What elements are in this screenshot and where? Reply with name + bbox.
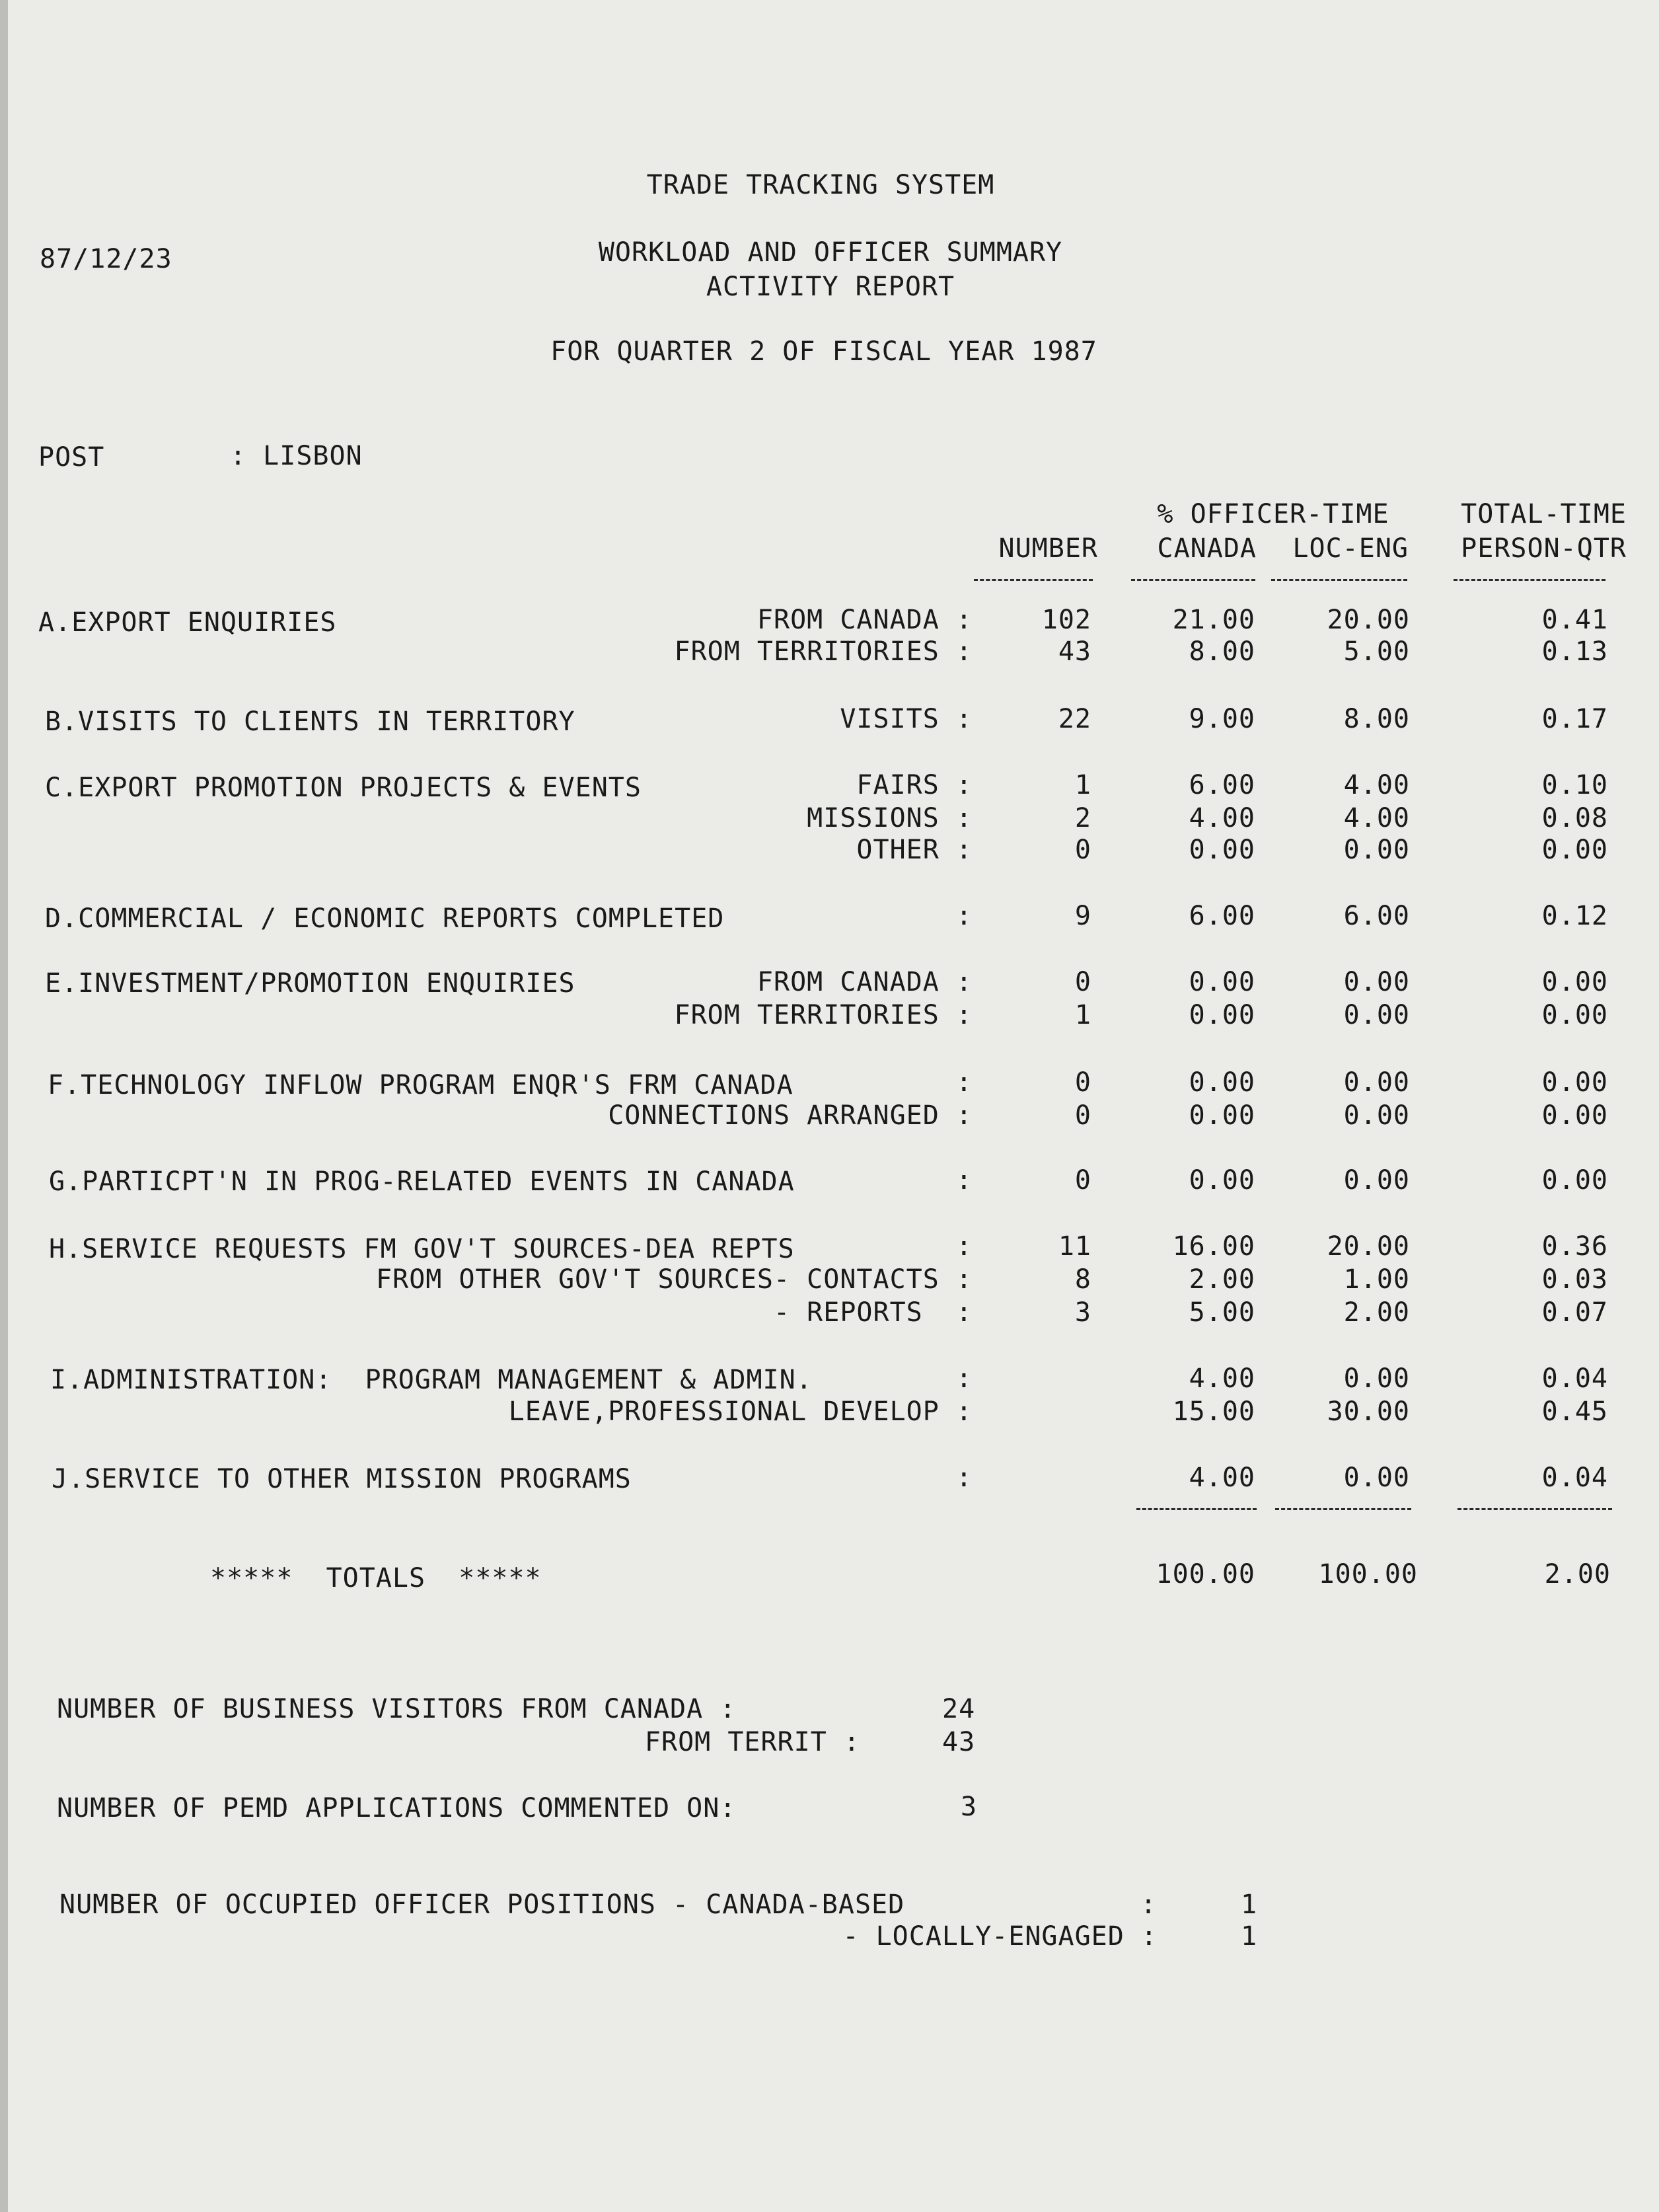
row-number: 3 — [1074, 1297, 1091, 1328]
row-person-qtr: 0.12 — [1541, 901, 1608, 931]
row-sub-label: - REPORTS : — [774, 1297, 973, 1328]
system-title: TRADE TRACKING SYSTEM — [646, 170, 995, 200]
row-section-label: F.TECHNOLOGY INFLOW PROGRAM ENQR'S FRM CANADA — [48, 1070, 793, 1100]
row-section-label: G.PARTICPT'N IN PROG-RELATED EVENTS IN CANADA — [49, 1166, 795, 1197]
positions-canada-value: 1 — [1241, 1889, 1258, 1920]
row-canada-pct: 2.00 — [1189, 1264, 1255, 1295]
row-sub-label: FROM CANADA : — [756, 605, 973, 635]
row-number: 0 — [1074, 1067, 1091, 1098]
rule-total-canada — [1136, 1508, 1257, 1510]
row-sub-label: OTHER : — [856, 835, 973, 865]
row-sub-label: CONNECTIONS ARRANGED : — [608, 1100, 973, 1131]
row-loc-eng-pct: 0.00 — [1343, 1363, 1410, 1394]
rule-total-loc-eng — [1275, 1508, 1411, 1510]
header-person-qtr: PERSON-QTR — [1461, 533, 1627, 564]
row-person-qtr: 0.13 — [1541, 636, 1608, 667]
row-section-label: D.COMMERCIAL / ECONOMIC REPORTS COMPLETED — [45, 903, 725, 934]
row-number: 8 — [1074, 1264, 1091, 1295]
row-canada-pct: 16.00 — [1172, 1231, 1255, 1262]
report-date: 87/12/23 — [40, 244, 172, 274]
row-person-qtr: 0.08 — [1541, 803, 1608, 833]
row-section-label: E.INVESTMENT/PROMOTION ENQUIRIES — [45, 968, 575, 999]
row-section-label: I.ADMINISTRATION: PROGRAM MANAGEMENT & ADMIN. — [50, 1365, 813, 1395]
row-sub-label: VISITS : — [840, 704, 973, 734]
report-sheet — [8, 0, 1659, 2212]
row-sub-label: : — [955, 901, 973, 931]
row-loc-eng-pct: 2.00 — [1343, 1297, 1410, 1328]
row-canada-pct: 8.00 — [1189, 636, 1255, 667]
row-person-qtr: 0.00 — [1541, 967, 1608, 997]
row-sub-label: FROM CANADA : — [756, 967, 973, 997]
totals-person-qtr: 2.00 — [1544, 1559, 1611, 1589]
row-canada-pct: 15.00 — [1172, 1396, 1255, 1427]
post-value: : LISBON — [230, 441, 363, 471]
row-canada-pct: 0.00 — [1189, 1100, 1255, 1131]
totals-loc-eng: 100.00 — [1318, 1559, 1418, 1589]
row-number: 0 — [1074, 1100, 1091, 1131]
row-sub-label: : — [955, 1231, 973, 1262]
rule-total-person-qtr — [1457, 1508, 1612, 1510]
row-canada-pct: 6.00 — [1189, 901, 1255, 931]
row-loc-eng-pct: 0.00 — [1343, 1165, 1410, 1196]
row-loc-eng-pct: 20.00 — [1327, 605, 1410, 635]
row-loc-eng-pct: 6.00 — [1343, 901, 1410, 931]
row-sub-label: FROM TERRITORIES : — [674, 636, 973, 667]
row-person-qtr: 0.00 — [1541, 1100, 1608, 1131]
row-person-qtr: 0.10 — [1541, 770, 1608, 800]
row-section-label: H.SERVICE REQUESTS FM GOV'T SOURCES-DEA REPTS — [49, 1234, 795, 1264]
row-sub-label: LEAVE,PROFESSIONAL DEVELOP : — [508, 1396, 973, 1427]
row-sub-label: MISSIONS : — [807, 803, 973, 833]
row-number: 11 — [1058, 1231, 1091, 1262]
row-sub-label: : — [955, 1363, 973, 1394]
row-loc-eng-pct: 20.00 — [1327, 1231, 1410, 1262]
row-number: 43 — [1058, 636, 1091, 667]
row-person-qtr: 0.04 — [1541, 1463, 1608, 1493]
totals-canada: 100.00 — [1156, 1559, 1255, 1589]
row-canada-pct: 21.00 — [1172, 605, 1255, 635]
row-loc-eng-pct: 5.00 — [1343, 636, 1410, 667]
report-period: FOR QUARTER 2 OF FISCAL YEAR 1987 — [550, 336, 1097, 367]
row-number: 9 — [1074, 901, 1091, 931]
row-loc-eng-pct: 0.00 — [1343, 1067, 1410, 1098]
row-loc-eng-pct: 0.00 — [1343, 835, 1410, 865]
pemd-label: NUMBER OF PEMD APPLICATIONS COMMENTED ON: — [57, 1793, 737, 1823]
positions-le-value: 1 — [1241, 1921, 1258, 1952]
row-canada-pct: 0.00 — [1189, 1067, 1255, 1098]
row-loc-eng-pct: 8.00 — [1343, 704, 1410, 734]
row-sub-label: FAIRS : — [856, 770, 973, 800]
row-canada-pct: 4.00 — [1189, 1363, 1255, 1394]
row-loc-eng-pct: 0.00 — [1343, 1463, 1410, 1493]
row-loc-eng-pct: 4.00 — [1343, 803, 1410, 833]
row-loc-eng-pct: 0.00 — [1343, 1000, 1410, 1030]
row-number: 1 — [1074, 770, 1091, 800]
row-number: 0 — [1074, 1165, 1091, 1196]
pemd-value: 3 — [961, 1792, 978, 1822]
post-label: POST — [38, 442, 105, 473]
row-canada-pct: 0.00 — [1189, 1165, 1255, 1196]
header-pct-officer-time: % OFFICER-TIME — [1157, 499, 1389, 529]
page-edge-shadow — [0, 0, 8, 2212]
positions-le-label: - LOCALLY-ENGAGED : — [842, 1921, 1158, 1952]
row-sub-label: : — [955, 1463, 973, 1493]
business-visitors-territ: 43 — [942, 1727, 976, 1757]
row-person-qtr: 0.00 — [1541, 835, 1608, 865]
row-loc-eng-pct: 1.00 — [1343, 1264, 1410, 1295]
row-number: 1 — [1074, 1000, 1091, 1030]
row-canada-pct: 0.00 — [1189, 835, 1255, 865]
row-person-qtr: 0.45 — [1541, 1396, 1608, 1427]
report-title-line-2: ACTIVITY REPORT — [706, 272, 955, 302]
row-canada-pct: 4.00 — [1189, 1463, 1255, 1493]
row-canada-pct: 4.00 — [1189, 803, 1255, 833]
row-section-label: C.EXPORT PROMOTION PROJECTS & EVENTS — [45, 773, 642, 803]
row-canada-pct: 6.00 — [1189, 770, 1255, 800]
totals-label: ***** TOTALS ***** — [210, 1563, 542, 1593]
row-section-label: B.VISITS TO CLIENTS IN TERRITORY — [45, 706, 575, 737]
business-visitors-canada: 24 — [942, 1694, 976, 1724]
row-loc-eng-pct: 0.00 — [1343, 967, 1410, 997]
row-person-qtr: 0.00 — [1541, 1165, 1608, 1196]
header-canada: CANADA — [1157, 533, 1257, 564]
row-loc-eng-pct: 0.00 — [1343, 1100, 1410, 1131]
header-total-time: TOTAL-TIME — [1461, 499, 1627, 529]
row-loc-eng-pct: 4.00 — [1343, 770, 1410, 800]
row-person-qtr: 0.03 — [1541, 1264, 1608, 1295]
row-person-qtr: 0.07 — [1541, 1297, 1608, 1328]
row-section-label: J.SERVICE TO OTHER MISSION PROGRAMS — [52, 1464, 632, 1494]
header-loc-eng: LOC-ENG — [1292, 533, 1409, 564]
row-canada-pct: 5.00 — [1189, 1297, 1255, 1328]
row-person-qtr: 0.36 — [1541, 1231, 1608, 1262]
rule-loc-eng — [1271, 579, 1407, 581]
row-sub-label: FROM TERRITORIES : — [674, 1000, 973, 1030]
row-person-qtr: 0.41 — [1541, 605, 1608, 635]
row-loc-eng-pct: 30.00 — [1327, 1396, 1410, 1427]
row-number: 22 — [1058, 704, 1091, 734]
business-visitors-label: NUMBER OF BUSINESS VISITORS FROM CANADA : — [57, 1694, 737, 1724]
header-number: NUMBER — [998, 533, 1098, 564]
row-canada-pct: 0.00 — [1189, 1000, 1255, 1030]
positions-label: NUMBER OF OCCUPIED OFFICER POSITIONS - CANADA-BASED — [59, 1889, 905, 1920]
row-sub-label: FROM OTHER GOV'T SOURCES- CONTACTS : — [376, 1264, 973, 1295]
row-person-qtr: 0.17 — [1541, 704, 1608, 734]
row-person-qtr: 0.00 — [1541, 1000, 1608, 1030]
row-person-qtr: 0.04 — [1541, 1363, 1608, 1394]
row-canada-pct: 9.00 — [1189, 704, 1255, 734]
row-sub-label: : — [955, 1067, 973, 1098]
row-number: 0 — [1074, 967, 1091, 997]
rule-canada — [1131, 579, 1255, 581]
row-number: 0 — [1074, 835, 1091, 865]
row-number: 102 — [1041, 605, 1091, 635]
report-title-line-1: WORKLOAD AND OFFICER SUMMARY — [598, 237, 1063, 268]
business-visitors-territ-label: FROM TERRIT : — [644, 1727, 860, 1757]
row-section-label: A.EXPORT ENQUIRIES — [38, 607, 337, 638]
row-sub-label: : — [955, 1165, 973, 1196]
row-person-qtr: 0.00 — [1541, 1067, 1608, 1098]
row-canada-pct: 0.00 — [1189, 967, 1255, 997]
rule-number — [974, 579, 1093, 581]
positions-colon: : — [1140, 1889, 1158, 1920]
rule-person-qtr — [1454, 579, 1605, 581]
row-number: 2 — [1074, 803, 1091, 833]
